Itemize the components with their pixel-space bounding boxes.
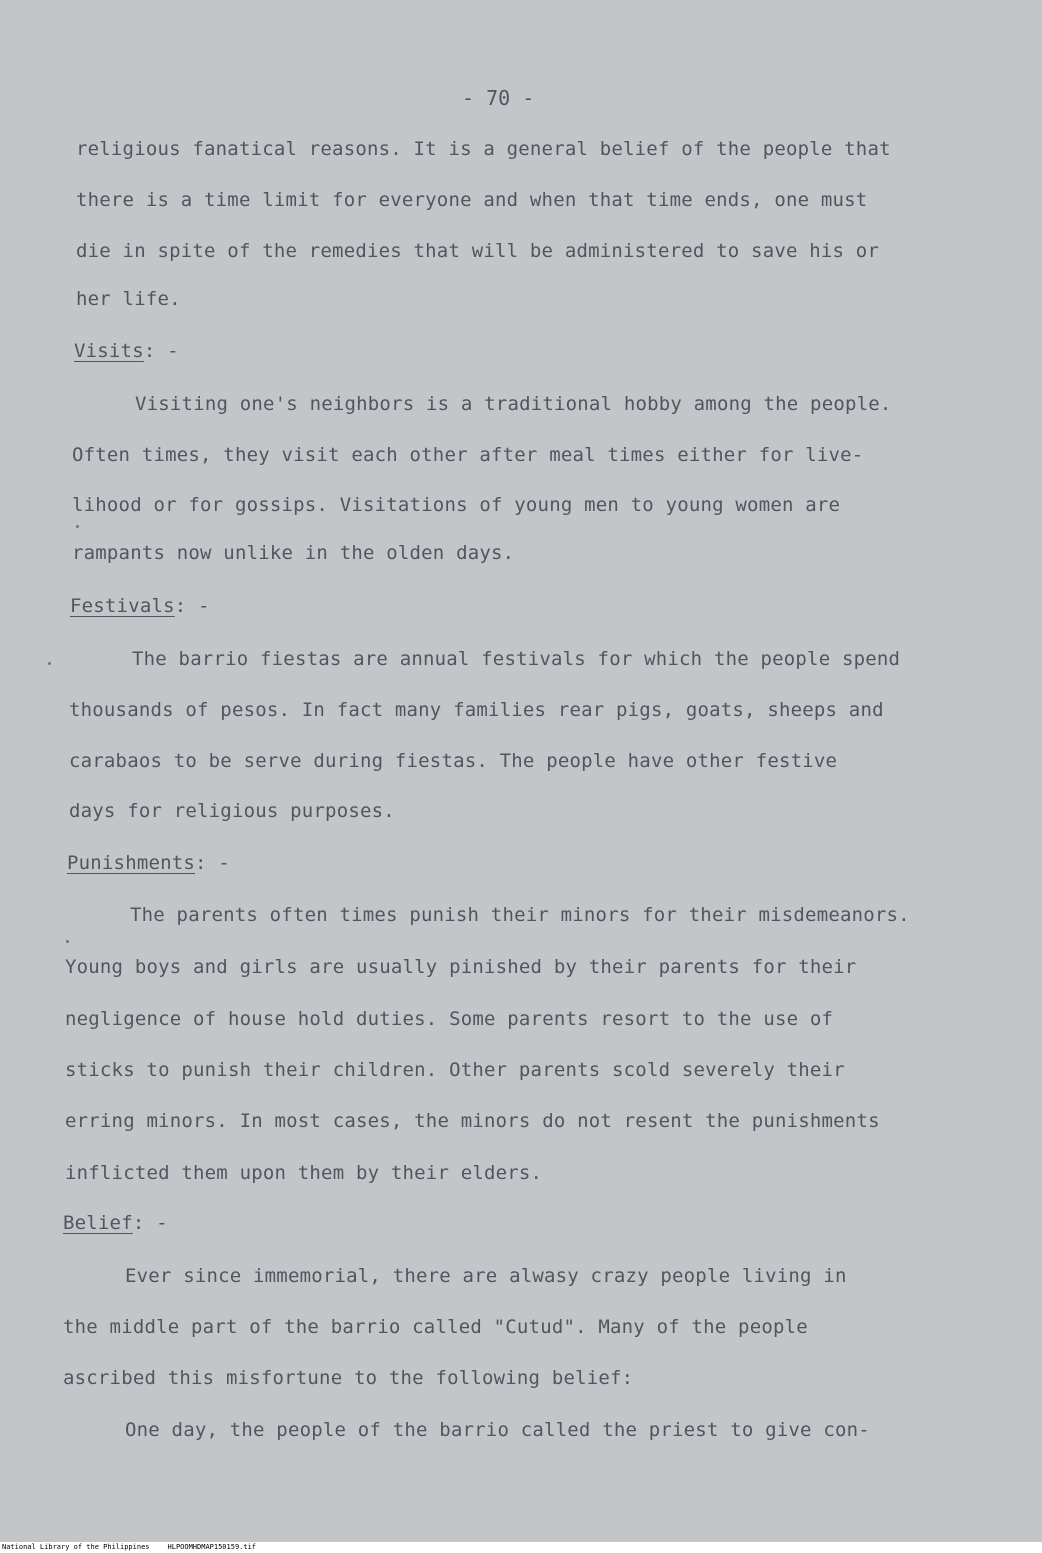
heading-suffix: : - [143,340,179,362]
text-line: sticks to punish their children. Other parents scold severely their [65,1059,845,1081]
text-line: rampants now unlike in the olden days. [72,542,515,564]
heading-suffix: : - [132,1212,168,1234]
text-line: ascribed this misfortune to the following belief: [63,1367,634,1389]
heading-label: Festivals [70,595,175,617]
paper-speck [76,525,79,528]
text-line: erring minors. In most cases, the minors do not resent the punishments [65,1110,880,1132]
section-heading-belief [63,1212,168,1234]
text-line: Often times, they visit each other after meal times either for live- [72,444,864,466]
heading-label: Visits [74,340,144,362]
text-line: her life. [76,288,181,310]
text-line: there is a time limit for everyone and when that time ends, one must [76,189,868,211]
section-heading-festivals [70,595,210,617]
text-line: Young boys and girls are usually pinished by their parents for their [65,956,857,978]
heading-label: Belief [63,1212,133,1234]
page-number: - 70 - [462,86,535,110]
section-heading-punishments [67,852,230,874]
footer-filename: HLPOOMHDMAP150159.tif [167,1543,257,1551]
text-line: the middle part of the barrio called "Cutud". Many of the people [63,1316,808,1338]
text-line: days for religious purposes. [69,800,395,822]
paper-speck [66,940,69,943]
heading-label: Punishments [67,852,196,874]
text-line: thousands of pesos. In fact many families rear pigs, goats, sheeps and [69,699,884,721]
paper-speck [48,662,51,665]
heading-suffix: : - [174,595,210,617]
text-line: The parents often times punish their minors for their misdemeanors. [130,904,910,926]
text-line: carabaos to be serve during fiestas. The people have other festive [69,750,838,772]
text-line: lihood or for gossips. Visitations of young men to young women are [72,494,841,516]
footer-source: National Library of the Philippines [2,1543,150,1551]
scan-footer [0,1542,1042,1553]
text-line: One day, the people of the barrio called the priest to give con- [125,1419,870,1441]
section-heading-visits [74,340,179,362]
text-line: The barrio fiestas are annual festivals for which the people spend [132,648,901,670]
text-line: inflicted them upon them by their elders. [65,1162,543,1184]
text-line: Ever since immemorial, there are alwasy crazy people living in [125,1265,847,1287]
text-line: negligence of house hold duties. Some parents resort to the use of [65,1008,834,1030]
text-line: Visiting one's neighbors is a traditional hobby among the people. [135,393,892,415]
text-line: religious fanatical reasons. It is a general belief of the people that [76,138,891,160]
text-line: die in spite of the remedies that will be administered to save his or [76,240,880,262]
heading-suffix: : - [195,852,230,874]
